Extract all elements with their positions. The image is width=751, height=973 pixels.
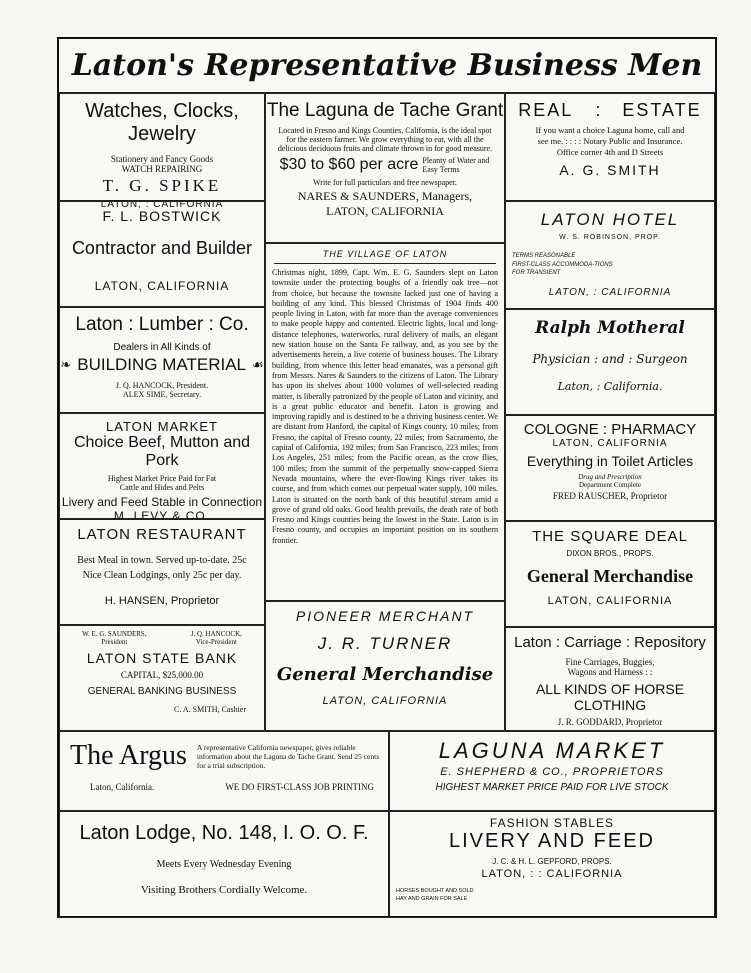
restaurant-heading: LATON RESTAURANT <box>77 526 247 543</box>
spike-line2: WATCH REPAIRING <box>121 164 203 174</box>
lumber-ad <box>59 307 265 413</box>
village-text: Christmas night, 1899, Capt. Wm. E. G. Saunders slept on Laton townsite under the protecting boughs of a friendly oak tree—not from choice, but because the townsite lacked just one of having a building of any kind. This blessed Christmas of 1904 finds 400 people living in Laton, with far more than the average conveniences to make people happy and contented. Electric lights, local and long-distance telephones, waterworks, rural delivery of mails, an elegant new station house on the Santa Fe railway, and, as you see by the advertisements herein, a live coterie of business houses. The Library building, from whence this letter head emanates, was a personal gift from Messrs. Nares & Saunders to the citizens of Laton. The Library has upon its shelves about 1000 volumes of well-selected reading matter, is liberally patronized by the people of Laton and vicinity, and is a great public educator and benefit. Laton is growing and improving rapidly and is destined to be a thriving business center. We are distant from Hanford, the capital of Kings county, 10 miles; from Fresno, the capital of Fresno county, 22 miles; from Sacramento, the capital of California, 192 miles; from San Francisco, 223 miles; from Los Angeles, 251 miles; from the Pacific ocean, as the crow flies, 100 miles; from the summit of the perpetually snow-capped Sierra Nevada mountains, where the ever-flowing Kings river takes its course, and from which comes our perpetual water supply, 100 miles. Laton is situated on the north bank of this beautiful stream amid a grove of grand old oaks. Good health prevails, the death rate of both Fresno and Kings counties being the lowest in the State. Laton is in Fresno county, and occupies an important position on its southern frontier. <box>272 268 498 545</box>
laguna-grant-managers: NARES & SAUNDERS, Managers, <box>297 189 473 203</box>
square-deal-prop: DIXON BROS., PROPS. <box>566 549 654 558</box>
bank-heading: LATON STATE BANK <box>86 650 238 666</box>
turner-line1: General Merchandise <box>276 664 494 685</box>
bank-vp <box>191 630 242 646</box>
pharmacy-heading: COLOGNE : PHARMACY <box>523 421 697 438</box>
village-heading: THE VILLAGE OF LATON <box>322 249 448 259</box>
bostwick-ad <box>59 201 265 307</box>
market-ad <box>59 413 265 523</box>
lumber-line1: Dealers in All Kinds of <box>113 342 211 353</box>
lumber-pres: J. Q. HANCOCK, President. <box>115 381 209 390</box>
bank-pres-title: President <box>101 638 128 646</box>
smith-heading-a: REAL <box>518 100 574 120</box>
hotel-location: LATON, : CALIFORNIA <box>548 287 672 298</box>
smith-ad <box>505 93 715 201</box>
market-line1: Choice Beef, Mutton and Pork <box>73 434 251 469</box>
bank-cashier: C. A. SMITH, Cashier <box>174 705 246 714</box>
carriage-ad <box>505 627 715 731</box>
carriage-line2: Wagons and Harness : : <box>567 667 653 677</box>
laguna-grant-price-row <box>266 156 504 174</box>
bank-capital: CAPITAL, $25,000.00 <box>120 670 204 680</box>
smith-text: If you want a choice Laguna home, call and see me. : : : : Notary Public and Insurance. Office corner 4th and D Streets <box>535 125 685 157</box>
lodge-line2: Visiting Brothers Cordially Welcome. <box>140 884 308 896</box>
laguna-grant-ad <box>265 93 505 243</box>
bostwick-location: LATON, CALIFORNIA <box>94 279 230 293</box>
laguna-market-ad <box>389 731 715 811</box>
bank-vp-name: J. Q. HANCOCK, <box>190 630 242 638</box>
laguna-grant-price-note: Pleanty of Water and Easy Terms <box>422 156 490 174</box>
pharmacy-line3: Department Complete <box>578 481 641 489</box>
argus-bottom <box>60 782 388 792</box>
square-deal-location: LATON, CALIFORNIA <box>547 595 673 607</box>
market-line2: Highest Market Price Paid for Fat Cattle and Hides and Pelts <box>107 474 217 492</box>
lodge-ad <box>59 811 389 918</box>
stables-line1: LIVERY AND FEED <box>449 830 655 852</box>
stables-heading: FASHION STABLES <box>489 816 615 830</box>
restaurant-ad <box>59 519 265 625</box>
hotel-heading: LATON HOTEL <box>540 210 680 229</box>
hotel-ad <box>505 201 715 309</box>
stables-note2: HAY AND GRAIN FOR SALE <box>396 896 468 902</box>
page-title: Laton's Representative Business Men <box>59 39 715 93</box>
argus-location: Laton, California. <box>90 782 155 792</box>
market-heading: LATON MARKET <box>106 419 218 434</box>
smith-heading <box>506 100 714 121</box>
village-article <box>265 243 505 601</box>
laguna-grant-write: Write for full particulars and free newspaper. <box>313 178 457 187</box>
square-deal-heading: THE SQUARE DEAL <box>532 528 688 545</box>
turner-heading: PIONEER MERCHANT <box>295 608 475 624</box>
carriage-line1: Fine Carriages, Buggies, <box>565 657 655 667</box>
carriage-name: J. R. GODDARD, Proprietor <box>557 717 663 727</box>
motheral-location: Laton, : California. <box>557 380 663 393</box>
bostwick-name: F. L. BOSTWICK <box>102 208 222 224</box>
laguna-grant-heading: The Laguna de Tache Grant <box>266 100 504 121</box>
bank-ad <box>59 625 265 731</box>
village-divider <box>274 263 496 264</box>
hotel-accom: FIRST-CLASS ACCOMMODA-TIONS FOR TRANSIENT <box>512 262 613 276</box>
laguna-grant-text: Located in Fresno and Kings Counties, California, is the ideal spot for the eastern farmer. We grow everything to eat, with all the delicious deciduous fruits and climate thrown in for good measure. <box>277 126 493 153</box>
turner-location: LATON, CALIFORNIA <box>322 695 448 707</box>
argus-heading: The Argus <box>70 740 187 771</box>
stables-note1: HORSES BOUGHT AND SOLD <box>396 888 474 894</box>
spike-location: LATON, : CALIFORNIA <box>100 199 224 210</box>
laguna-grant-location: LATON, CALIFORNIA <box>326 204 444 218</box>
restaurant-line2: Nice Clean Lodgings, only 25c per day. <box>82 570 242 581</box>
smith-heading-b: ESTATE <box>622 100 702 120</box>
argus-text: A representative California newspaper, gives reliable information about the Laguna de Tache Grant. Send 25 cents for a trial subscription. <box>196 742 380 770</box>
laguna-grant-price: $30 to $60 per acre <box>279 156 419 173</box>
argus-ad <box>59 731 389 811</box>
market-name: M. LEVY & CO. <box>113 509 211 523</box>
spike-heading: Watches, Clocks, Jewelry <box>85 100 239 145</box>
fleuron-right-icon: ☙ <box>252 357 264 373</box>
turner-name: J. R. TURNER <box>317 634 453 653</box>
lumber-line2: BUILDING MATERIAL <box>77 355 247 374</box>
carriage-line3: ALL KINDS OF HORSE CLOTHING <box>535 681 685 713</box>
square-deal-ad <box>505 521 715 627</box>
laguna-market-heading: LAGUNA MARKET <box>438 738 666 763</box>
smith-name: A. G. SMITH <box>559 162 661 178</box>
stables-location: LATON, : : CALIFORNIA <box>481 868 623 880</box>
pharmacy-line1: Everything in Toilet Articles <box>526 453 694 469</box>
fleuron-left-icon: ❧ <box>60 357 72 373</box>
carriage-heading: Laton : Carriage : Repository <box>514 634 706 651</box>
lumber-heading: Laton : Lumber : Co. <box>75 314 249 335</box>
spike-ad <box>59 93 265 210</box>
bank-pres <box>82 630 147 646</box>
restaurant-line1: Best Meal in town. Served up-to-date. 25c <box>77 555 247 566</box>
bank-vp-title: Vice-President <box>195 638 237 646</box>
bank-pres-name: W. E. G. SAUNDERS, <box>82 630 147 638</box>
advertisement-page <box>57 37 717 918</box>
hotel-terms: TERMS REASONABLE <box>512 253 576 259</box>
hotel-prop: W. S. ROBINSON, PROP. <box>559 234 661 241</box>
lumber-material-row <box>60 355 264 375</box>
bank-business: GENERAL BANKING BUSINESS <box>87 686 237 697</box>
bank-officers <box>60 630 264 646</box>
motheral-ad <box>505 309 715 415</box>
square-deal-line1: General Merchandise <box>526 566 694 586</box>
laguna-market-line1: HIGHEST MARKET PRICE PAID FOR LIVE STOCK <box>435 782 669 793</box>
stables-ad <box>389 811 715 918</box>
argus-top <box>60 740 388 772</box>
stables-props: J. C. & H. L. GEPFORD, PROPS. <box>492 857 612 866</box>
argus-printing: WE DO FIRST-CLASS JOB PRINTING <box>225 782 374 792</box>
laguna-market-props: E. SHEPHERD & CO., PROPRIETORS <box>440 766 664 778</box>
spike-name: T. G. SPIKE <box>102 176 222 195</box>
restaurant-name: H. HANSEN, Proprietor <box>104 595 220 607</box>
motheral-name: Ralph Motheral <box>535 318 685 338</box>
market-line3: Livery and Feed Stable in Connection <box>61 495 263 509</box>
lodge-line1: Meets Every Wednesday Evening <box>156 859 292 870</box>
pharmacy-location: LATON, CALIFORNIA <box>552 438 668 449</box>
spike-line1: Stationery and Fancy Goods <box>110 154 214 164</box>
bostwick-trade: Contractor and Builder <box>71 238 253 258</box>
pharmacy-ad <box>505 415 715 521</box>
lodge-heading: Laton Lodge, No. 148, I. O. O. F. <box>79 822 369 844</box>
motheral-trade: Physician : and : Surgeon <box>532 352 688 366</box>
smith-heading-colon: : <box>595 100 601 120</box>
turner-ad <box>265 601 505 731</box>
pharmacy-name: FRED RAUSCHER, Proprietor <box>552 491 668 501</box>
pharmacy-line2: Drug and Prescription <box>578 473 642 481</box>
lumber-sec: ALEX SIME, Secretary. <box>122 390 202 399</box>
